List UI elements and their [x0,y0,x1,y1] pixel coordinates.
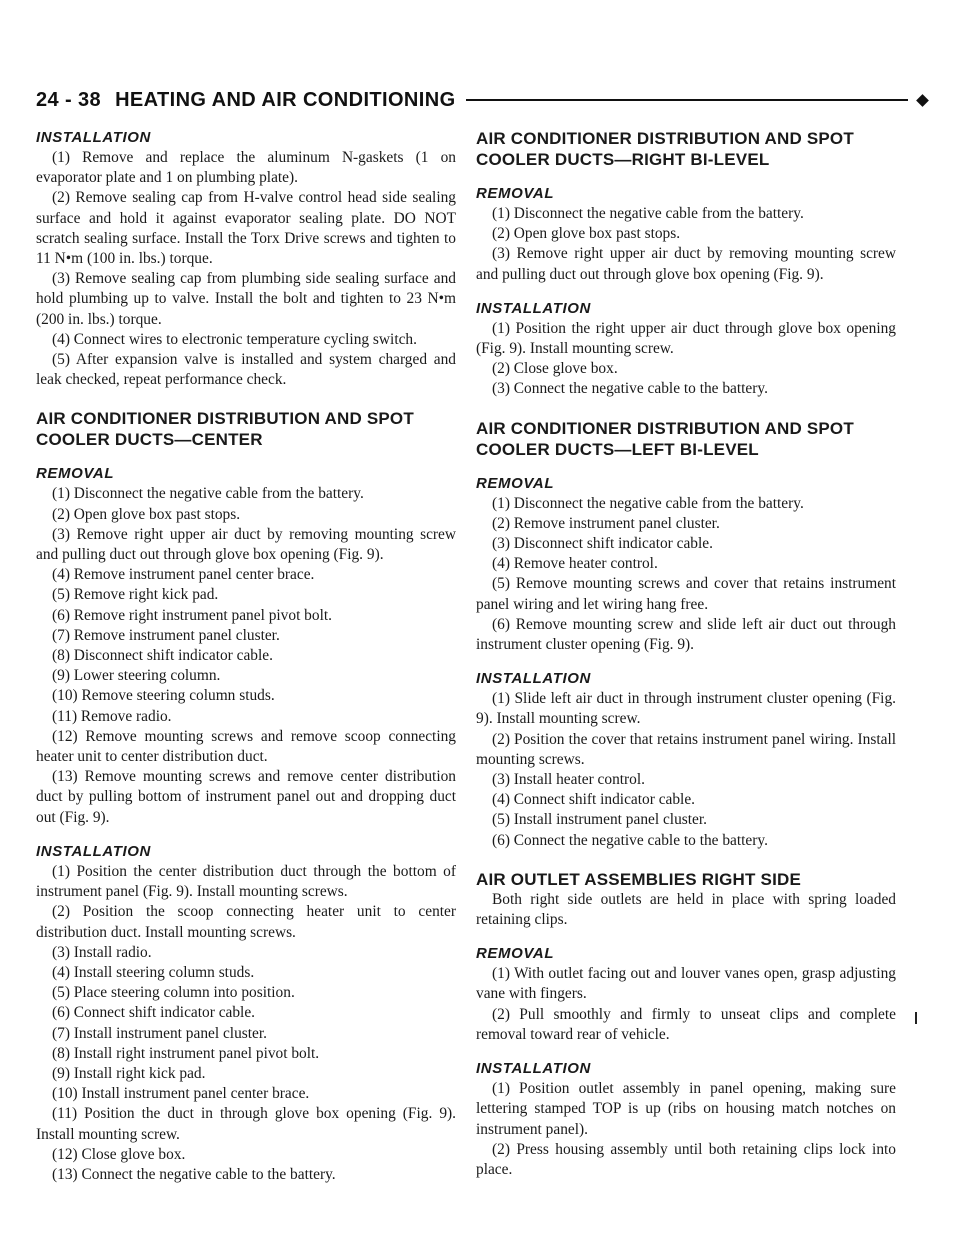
list-item: (3) Remove right upper air duct by removing mounting screw and pulling duct out through glove box opening (Fig. 9). [36,525,456,564]
installation-steps-list [36,862,456,1185]
installation-heading: INSTALLATION [476,670,591,688]
page-number: 24 - 38 [36,88,102,111]
list-item: (1) Disconnect the negative cable from the battery. [52,485,364,503]
list-item: (4) Connect wires to electronic temperature cycling switch. [52,330,417,348]
list-item: (1) Position outlet assembly in panel opening, making sure lettering stamped TOP is up (ribs on housing match notches on instrument panel). [476,1080,896,1138]
list-item: (3) Disconnect shift indicator cable. [492,535,713,553]
list-item: (4) Remove instrument panel center brace. [52,566,315,584]
section-title-left-bilevel-line2: COOLER DUCTS—LEFT BI-LEVEL [476,439,759,459]
list-item: (5) Remove mounting screws and cover that retains instrument panel wiring and let wiring hang free. [476,575,896,613]
removal-steps-list [476,204,896,285]
header-rule [466,99,908,101]
list-item: (12) Remove mounting screws and remove scoop connecting heater unit to center distribution duct. [36,727,456,766]
section-title-center-line1: AIR CONDITIONER DISTRIBUTION AND SPOT [36,409,414,429]
installation-steps-list [476,1079,896,1180]
removal-steps-list [476,494,896,656]
list-item: (6) Remove right instrument panel pivot bolt. [52,606,332,624]
section-intro: Both right side outlets are held in place with spring loaded retaining clips. [476,890,896,929]
installation-steps-list [36,148,456,390]
installation-heading: INSTALLATION [476,299,591,317]
list-item: (7) Install instrument panel cluster. [52,1024,267,1042]
section-title-left-bilevel-line1: AIR CONDITIONER DISTRIBUTION AND SPOT [476,418,854,438]
removal-heading: REMOVAL [476,185,555,202]
list-item: (6) Remove mounting screw and slide left air duct out through instrument cluster opening (Fig. 9). [476,615,896,654]
list-item: (2) Press housing assembly until both retaining clips lock into place. [476,1140,896,1178]
list-item: (8) Install right instrument panel pivot bolt. [52,1044,320,1062]
section-title-center-line2: COOLER DUCTS—CENTER [36,430,263,450]
list-item: (6) Connect the negative cable to the battery. [492,831,768,849]
removal-steps-list [476,964,896,1045]
list-item: (5) Place steering column into position. [52,984,295,1002]
installation-heading: INSTALLATION [476,1060,591,1078]
list-item: (8) Disconnect shift indicator cable. [52,647,273,665]
list-item: (1) Slide left air duct in through instrument cluster opening (Fig. 9). Install mounting screw. [476,690,896,728]
list-item: (4) Install steering column studs. [52,963,255,981]
removal-steps-list [36,484,456,827]
removal-heading: REMOVAL [36,465,115,483]
list-item: (2) Open glove box past stops. [492,225,681,243]
list-item: (1) Position the right upper air duct through glove box opening (Fig. 9). Install mounting screw. [476,319,896,358]
list-item: (3) Install heater control. [492,771,645,789]
list-item: (7) Remove instrument panel cluster. [52,626,280,644]
list-item: (4) Remove heater control. [492,555,658,573]
list-item: (11) Position the duct in through glove box opening (Fig. 9). Install mounting screw. [36,1105,456,1143]
list-item: (10) Install instrument panel center brace. [52,1085,310,1103]
list-item: (2) Remove instrument panel cluster. [492,514,720,532]
list-item: (10) Remove steering column studs. [52,687,275,705]
list-item: (3) Install radio. [52,943,152,961]
list-item: (3) Remove sealing cap from plumbing side sealing surface and hold plumbing up to valve. Install the bolt and tighten to 23 N•m (200 in. lbs.) torque. [36,270,456,328]
removal-heading: REMOVAL [476,474,555,492]
removal-heading: REMOVAL [476,945,555,963]
list-item: (3) Remove right upper air duct by removing mounting screw and pulling duct out through glove box opening (Fig. 9). [476,245,896,283]
list-item: (5) Install instrument panel cluster. [492,811,707,829]
installation-steps-list [476,689,896,851]
list-item: (6) Connect shift indicator cable. [52,1004,256,1022]
section-title-outlet: AIR OUTLET ASSEMBLIES RIGHT SIDE [476,869,802,889]
left-column [36,128,456,1185]
diamond-icon [916,94,929,107]
list-item: (13) Remove mounting screws and remove center distribution duct by pulling bottom of instrument panel out and dropping duct out (Fig. 9). [36,768,456,826]
page-header [36,84,931,116]
list-item: (2) Position the scoop connecting heater unit to center distribution duct. Install mounting screws. [36,903,456,941]
list-item: (1) With outlet facing out and louver vanes open, grasp adjusting vane with fingers. [476,965,896,1003]
list-item: (3) Connect the negative cable to the battery. [492,380,768,398]
list-item: (11) Remove radio. [52,707,172,725]
list-item: (2) Remove sealing cap from H-valve control head side sealing surface and hold it against evaporator sealing plate. DO NOT scratch sealing surface. Install the Torx Drive screws and tighten to 11 N•m (100 in. lbs.) torque. [36,189,456,268]
installation-heading: INSTALLATION [36,842,151,860]
installation-steps-list [476,319,896,400]
list-item: (9) Lower steering column. [52,667,221,685]
section-title-right-bilevel-line2: COOLER DUCTS—RIGHT BI-LEVEL [476,150,770,169]
page-title: HEATING AND AIR CONDITIONING [115,88,456,111]
list-item: (2) Open glove box past stops. [52,505,241,523]
list-item: (13) Connect the negative cable to the battery. [52,1165,336,1183]
installation-heading: INSTALLATION [36,129,151,146]
list-item: (1) Disconnect the negative cable from the battery. [492,494,804,512]
list-item: (4) Connect shift indicator cable. [492,791,696,809]
list-item: (2) Pull smoothly and firmly to unseat clips and complete removal toward rear of vehicle. [476,1005,896,1043]
list-item: (5) Remove right kick pad. [52,586,219,604]
list-item: (1) Position the center distribution duct through the bottom of instrument panel (Fig. 9). Install mounting screws. [36,862,456,901]
margin-mark [915,1012,917,1024]
right-column [476,128,896,1180]
section-title-right-bilevel-line1: AIR CONDITIONER DISTRIBUTION AND SPOT [476,129,854,148]
list-item: (12) Close glove box. [52,1145,186,1163]
list-item: (5) After expansion valve is installed and system charged and leak checked, repeat performance check. [36,351,456,389]
list-item: (9) Install right kick pad. [52,1064,206,1082]
list-item: (2) Position the cover that retains instrument panel wiring. Install mounting screws. [476,730,896,768]
list-item: (1) Remove and replace the aluminum N-gaskets (1 on evaporator plate and 1 on plumbing plate). [36,149,456,187]
list-item: (1) Disconnect the negative cable from the battery. [492,205,804,222]
list-item: (2) Close glove box. [492,360,618,378]
